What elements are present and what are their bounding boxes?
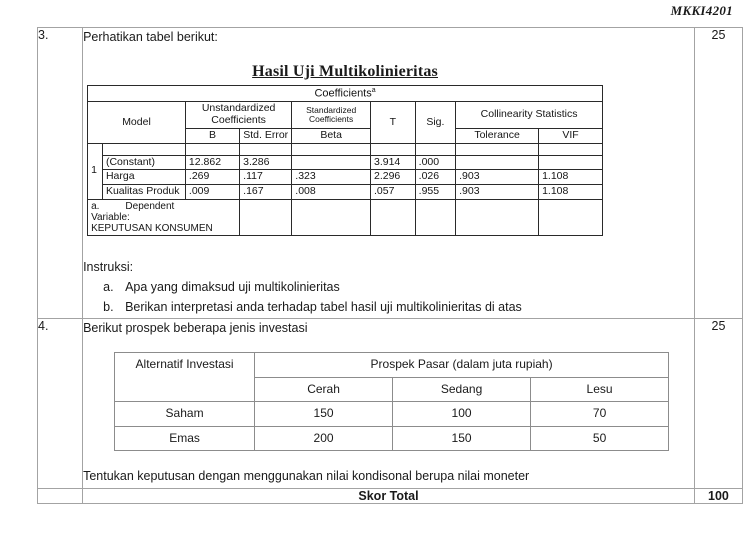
row-harga-vif: 1.108 bbox=[539, 170, 603, 185]
header-alternatif-investasi: Alternatif Investasi bbox=[115, 353, 255, 402]
row-harga-sig: .026 bbox=[415, 170, 455, 185]
footnote-cell bbox=[88, 199, 240, 236]
header-unstandardized-coefficients: Unstandardized Coefficients bbox=[185, 102, 291, 129]
spss-model-number-row bbox=[88, 143, 603, 155]
total-row-empty-cell bbox=[38, 488, 83, 503]
spss-caption-row bbox=[88, 86, 603, 102]
spacer-sig bbox=[415, 143, 455, 155]
footnote-pad-blank bbox=[415, 199, 455, 236]
row-harga-std-error: .117 bbox=[240, 170, 292, 185]
header-t: T bbox=[371, 102, 416, 143]
footnote-value: KEPUTUSAN KONSUMEN bbox=[91, 223, 213, 235]
instruction-block bbox=[83, 258, 694, 317]
question-4-prompt: Berikut prospek beberapa jenis investasi bbox=[83, 320, 308, 335]
spacer-label bbox=[102, 143, 185, 155]
row-constant-std-error: 3.286 bbox=[240, 155, 292, 170]
question-4-closing-instruction: Tentukan keputusan dengan menggunakan nilai kondisonal berupa nilai moneter bbox=[83, 469, 530, 484]
spacer-vif bbox=[539, 143, 603, 155]
footnote-pad-beta bbox=[240, 199, 292, 236]
row-kualitas-beta: .008 bbox=[292, 185, 371, 200]
document-code-header: MKKI4201 bbox=[670, 3, 733, 18]
footnote-label: Dependent bbox=[125, 200, 175, 212]
question-3-prompt: Perhatikan tabel berikut: bbox=[83, 30, 218, 44]
row-label-saham: Saham bbox=[115, 402, 255, 427]
header-sig: Sig. bbox=[415, 102, 455, 143]
table-row bbox=[38, 28, 743, 319]
row-constant-beta bbox=[292, 155, 371, 170]
investment-prospect-table bbox=[114, 352, 669, 451]
footnote-marker: a. bbox=[91, 200, 100, 212]
row-kualitas-sig: .955 bbox=[415, 185, 455, 200]
question-number-4: 4. bbox=[38, 318, 83, 488]
row-constant-vif bbox=[539, 155, 603, 170]
row-constant-t: 3.914 bbox=[371, 155, 416, 170]
table-row bbox=[88, 155, 603, 170]
question-body-3 bbox=[83, 28, 695, 319]
total-score: 100 bbox=[694, 488, 742, 503]
table-row bbox=[88, 170, 603, 185]
header-prospek-pasar: Prospek Pasar (dalam juta rupiah) bbox=[255, 353, 669, 378]
header-cerah: Cerah bbox=[255, 377, 393, 402]
row-label-harga: Harga bbox=[102, 170, 185, 185]
saham-sedang: 100 bbox=[393, 402, 531, 427]
question-score-4: 25 bbox=[694, 318, 742, 488]
spss-table-title: Hasil Uji Multikolinieritas bbox=[252, 63, 438, 81]
total-label: Skor Total bbox=[83, 488, 695, 503]
spacer-t bbox=[371, 143, 416, 155]
header-std-error: Std. Error bbox=[240, 128, 292, 143]
spss-output-block bbox=[87, 60, 603, 236]
question-score-3: 25 bbox=[694, 28, 742, 319]
table-row bbox=[38, 318, 743, 488]
instruction-heading: Instruksi: bbox=[83, 260, 134, 275]
header-tolerance: Tolerance bbox=[456, 128, 539, 143]
row-label-kualitas-produk: Kualitas Produk bbox=[102, 185, 185, 200]
table-row bbox=[88, 185, 603, 200]
row-kualitas-t: .057 bbox=[371, 185, 416, 200]
list-item: b. Berikan interpretasi anda terhadap tabel hasil uji multikolinieritas di atas bbox=[117, 298, 694, 317]
row-label-emas: Emas bbox=[115, 426, 255, 451]
instruction-list bbox=[83, 278, 694, 317]
question-number-3: 3. bbox=[38, 28, 83, 319]
header-sedang: Sedang bbox=[393, 377, 531, 402]
footnote-label2: Variable: bbox=[91, 211, 130, 223]
row-constant-sig: .000 bbox=[415, 155, 455, 170]
spacer-tol bbox=[456, 143, 539, 155]
row-harga-t: 2.296 bbox=[371, 170, 416, 185]
footnote-pad-tol bbox=[456, 199, 539, 236]
exam-questions-table bbox=[37, 27, 743, 504]
footnote-pad-vif bbox=[539, 199, 603, 236]
table-row bbox=[115, 402, 669, 427]
row-kualitas-vif: 1.108 bbox=[539, 185, 603, 200]
header-vif: VIF bbox=[539, 128, 603, 143]
total-row bbox=[38, 488, 743, 503]
spacer-se bbox=[240, 143, 292, 155]
row-constant-b: 12.862 bbox=[185, 155, 239, 170]
header-collinearity-statistics: Collinearity Statistics bbox=[456, 102, 603, 129]
header-lesu: Lesu bbox=[531, 377, 669, 402]
model-number-cell: 1 bbox=[88, 143, 103, 199]
row-kualitas-std-error: .167 bbox=[240, 185, 292, 200]
table-row bbox=[115, 426, 669, 451]
row-harga-b: .269 bbox=[185, 170, 239, 185]
emas-sedang: 150 bbox=[393, 426, 531, 451]
row-kualitas-b: .009 bbox=[185, 185, 239, 200]
emas-cerah: 200 bbox=[255, 426, 393, 451]
investment-table-block bbox=[114, 352, 694, 451]
row-constant-tolerance bbox=[456, 155, 539, 170]
row-harga-beta: .323 bbox=[292, 170, 371, 185]
header-standardized-coefficients: Standardized Coefficients bbox=[292, 102, 371, 129]
row-kualitas-tolerance: .903 bbox=[456, 185, 539, 200]
spacer-b bbox=[185, 143, 239, 155]
header-b: B bbox=[185, 128, 239, 143]
spss-footnote-row bbox=[88, 199, 603, 236]
spss-caption-text: Coefficients bbox=[314, 87, 372, 100]
coefficients-table bbox=[87, 85, 603, 236]
row-label-constant: (Constant) bbox=[102, 155, 185, 170]
spss-header-row-1 bbox=[88, 102, 603, 129]
footnote-pad-t bbox=[292, 199, 371, 236]
header-model: Model bbox=[88, 102, 186, 143]
spss-caption-cell bbox=[88, 86, 603, 102]
list-item: a. Apa yang dimaksud uji multikolinieritas bbox=[117, 278, 694, 297]
footnote-pad-sig bbox=[371, 199, 416, 236]
saham-lesu: 70 bbox=[531, 402, 669, 427]
emas-lesu: 50 bbox=[531, 426, 669, 451]
spss-caption-superscript: a bbox=[371, 87, 376, 95]
row-harga-tolerance: .903 bbox=[456, 170, 539, 185]
spacer-beta bbox=[292, 143, 371, 155]
invest-header-row-1 bbox=[115, 353, 669, 378]
saham-cerah: 150 bbox=[255, 402, 393, 427]
question-body-4 bbox=[83, 318, 695, 488]
header-beta: Beta bbox=[292, 128, 371, 143]
